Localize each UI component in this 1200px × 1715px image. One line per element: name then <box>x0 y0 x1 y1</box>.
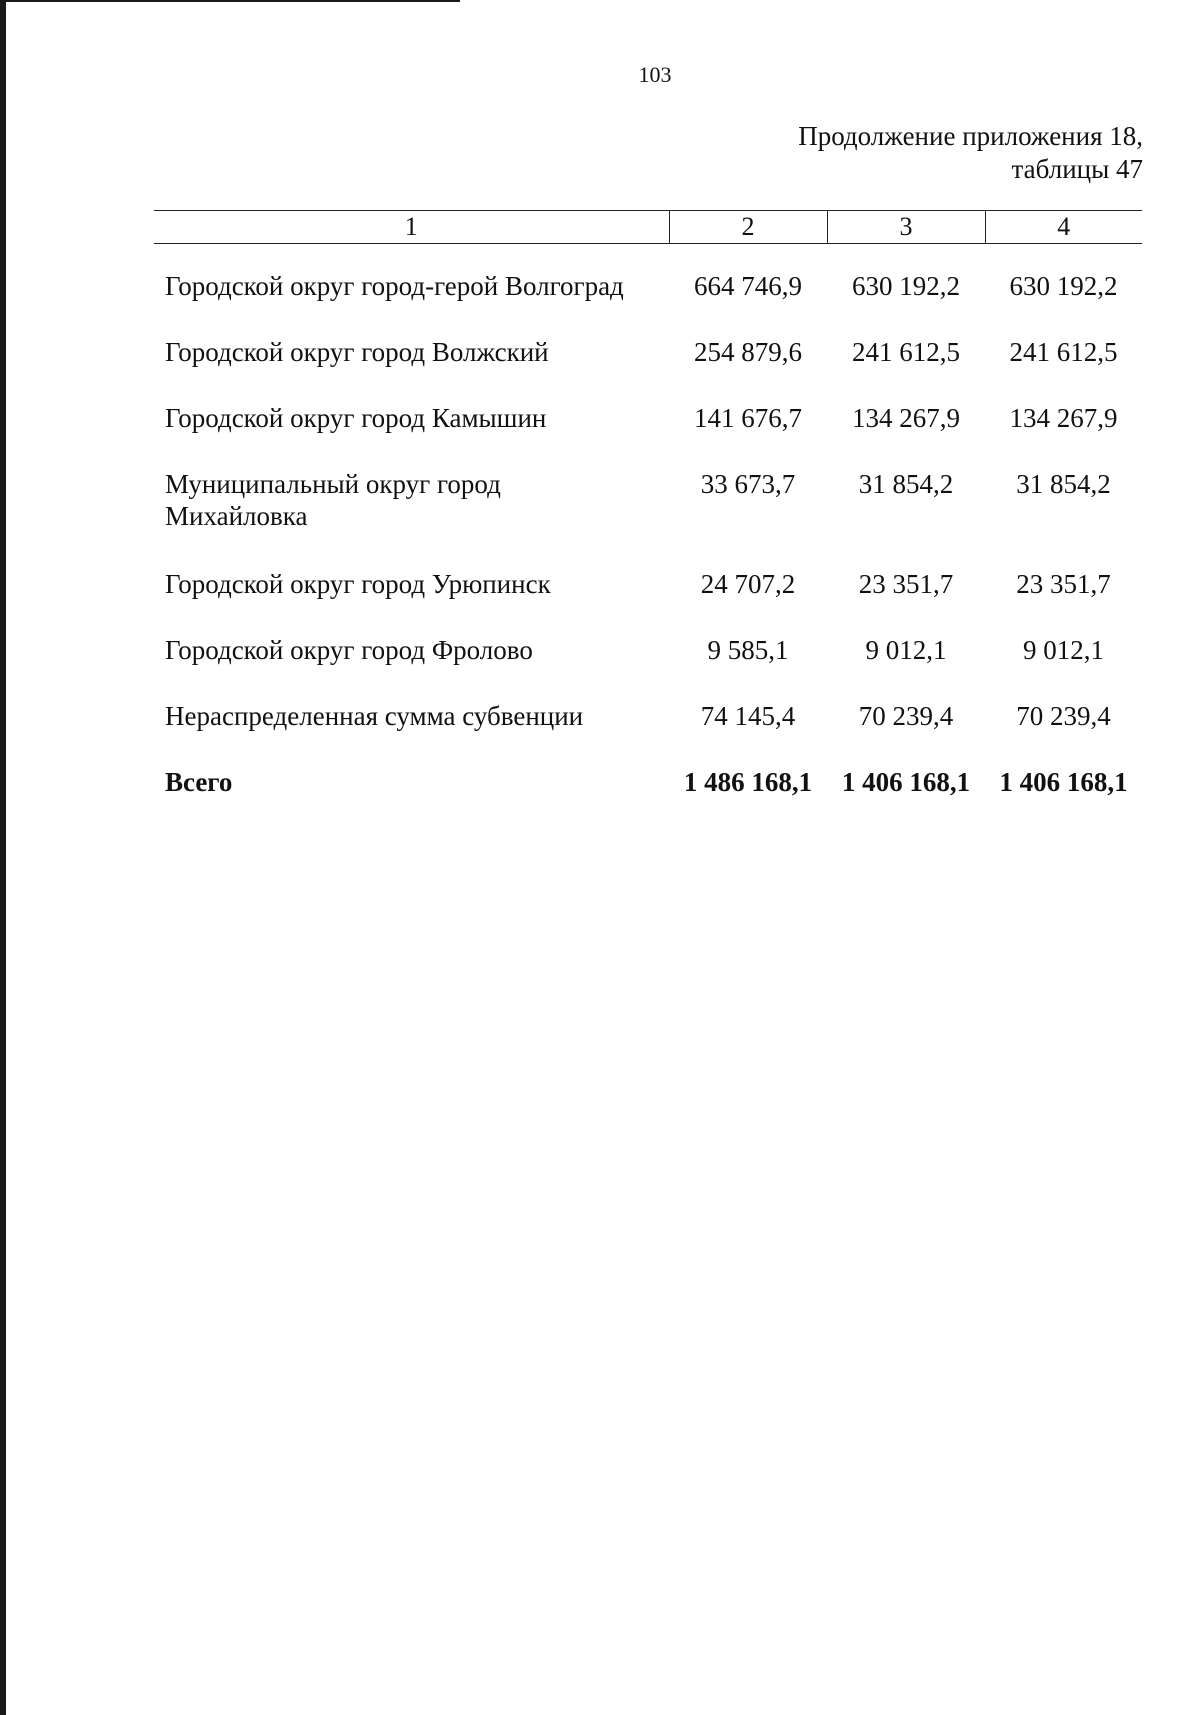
total-value-col2: 1 486 168,1 <box>683 767 813 797</box>
row-value-col4: 9 012,1 <box>1023 635 1104 665</box>
row-value-col4: 70 239,4 <box>1016 701 1111 731</box>
row-name: Городской округ город Волжский <box>165 337 549 367</box>
table-row <box>154 402 1142 468</box>
total-value-col4: 1 406 168,1 <box>999 767 1128 797</box>
row-value-col4: 23 351,7 <box>1016 569 1111 599</box>
page-number: 103 <box>638 62 672 87</box>
row-value-col2: 33 673,7 <box>700 469 796 499</box>
row-value-col3: 9 012,1 <box>865 635 947 665</box>
row-name: Городской округ город Фролово <box>165 635 533 665</box>
row-value-col2: 74 145,4 <box>700 701 796 731</box>
table-row <box>154 634 1142 700</box>
table-row <box>154 700 1142 766</box>
row-value-col4: 241 612,5 <box>1009 337 1118 367</box>
row-value-col4: 31 854,2 <box>1016 469 1111 499</box>
column-header-3: 3 <box>827 211 985 244</box>
row-value-col3: 31 854,2 <box>858 469 954 499</box>
row-value-col4: 630 192,2 <box>1009 271 1118 301</box>
row-name: Городской округ город Камышин <box>165 403 547 433</box>
total-value-col3: 1 406 168,1 <box>841 767 971 797</box>
row-name: Городской округ город-герой Волгоград <box>165 271 624 301</box>
table-header-row <box>154 211 1142 244</box>
row-value-col3: 241 612,5 <box>852 337 960 367</box>
table-total-row <box>154 766 1142 806</box>
total-label: Всего <box>165 767 233 797</box>
table-row <box>154 568 1142 634</box>
table-row <box>154 468 1142 568</box>
continuation-line-2: таблицы 47 <box>1011 154 1143 184</box>
row-name <box>154 468 669 568</box>
table-row <box>154 270 1142 336</box>
row-value-col3: 134 267,9 <box>852 403 960 433</box>
continuation-note <box>798 120 1143 186</box>
row-value-col3: 630 192,2 <box>852 271 960 301</box>
table-row <box>154 336 1142 402</box>
subvention-table <box>154 210 1142 806</box>
row-name-line-1: Муниципальный округ город <box>165 469 501 499</box>
row-value-col2: 24 707,2 <box>700 569 796 599</box>
continuation-line-1: Продолжение приложения 18, <box>798 121 1143 151</box>
column-header-2: 2 <box>669 211 827 244</box>
scan-edge-top <box>0 0 460 2</box>
table-spacer <box>154 244 1142 271</box>
scan-edge-left <box>0 0 6 1715</box>
subvention-table-wrap <box>154 210 1142 806</box>
row-name: Городской округ город Урюпинск <box>165 569 551 599</box>
column-header-1: 1 <box>154 211 669 244</box>
row-value-col3: 70 239,4 <box>858 701 954 731</box>
row-value-col2: 254 879,6 <box>694 337 802 367</box>
row-value-col2: 9 585,1 <box>707 635 789 665</box>
row-value-col3: 23 351,7 <box>858 569 954 599</box>
row-value-col4: 134 267,9 <box>1009 403 1118 433</box>
row-value-col2: 664 746,9 <box>694 271 802 301</box>
row-name-line-2: Михайловка <box>165 501 308 531</box>
column-header-4: 4 <box>985 211 1142 244</box>
row-name: Нераспределенная сумма субвенции <box>165 701 584 731</box>
row-value-col2: 141 676,7 <box>694 403 802 433</box>
